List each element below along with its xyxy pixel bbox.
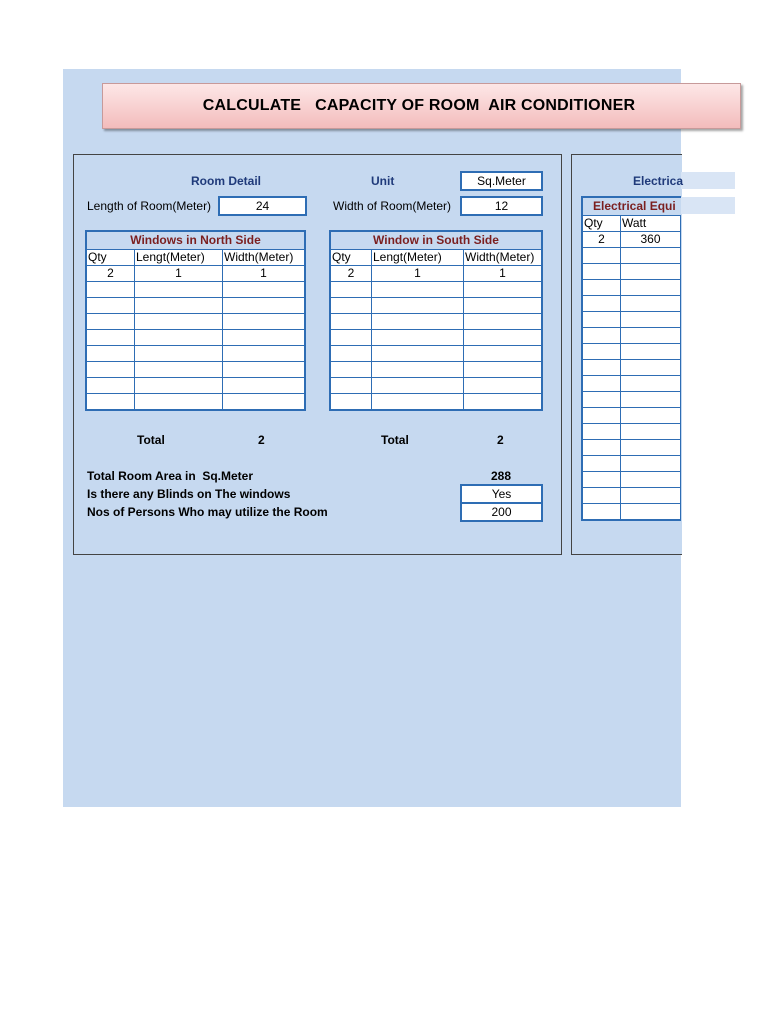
table-row xyxy=(582,392,681,408)
table-cell[interactable] xyxy=(464,282,543,298)
table-cell[interactable] xyxy=(330,346,372,362)
table-cell[interactable] xyxy=(621,312,681,328)
table-cell[interactable] xyxy=(372,394,464,411)
table-cell[interactable] xyxy=(223,298,306,314)
room-detail-heading: Room Detail xyxy=(191,174,262,188)
table-cell[interactable]: 2 xyxy=(582,232,621,248)
table-cell[interactable] xyxy=(223,314,306,330)
persons-field[interactable]: 200 xyxy=(460,502,543,522)
table-cell[interactable]: 2 xyxy=(86,266,135,282)
table-cell[interactable] xyxy=(86,330,135,346)
table-row xyxy=(582,312,681,328)
table-row xyxy=(86,394,305,411)
table-cell[interactable] xyxy=(621,424,681,440)
table-cell[interactable] xyxy=(330,314,372,330)
table-cell[interactable] xyxy=(372,314,464,330)
table-cell[interactable] xyxy=(135,298,223,314)
page-title: CALCULATE CAPACITY OF ROOM AIR CONDITIONER xyxy=(202,97,636,114)
table-cell[interactable] xyxy=(372,378,464,394)
table-cell[interactable] xyxy=(135,282,223,298)
table-cell[interactable] xyxy=(582,376,621,392)
electrical-heading: Electrica xyxy=(633,174,684,188)
table-cell[interactable] xyxy=(621,488,681,504)
table-cell[interactable] xyxy=(330,394,372,411)
table-cell[interactable] xyxy=(223,330,306,346)
table-cell xyxy=(681,216,682,232)
table-cell[interactable] xyxy=(464,330,543,346)
table-row xyxy=(86,282,305,298)
table-cell[interactable] xyxy=(681,504,682,521)
table-row xyxy=(330,314,542,330)
width-field[interactable]: 12 xyxy=(460,196,543,216)
persons-label: Nos of Persons Who may utilize the Room xyxy=(87,505,328,519)
table-cell[interactable] xyxy=(681,392,682,408)
table-row xyxy=(582,280,681,296)
table-cell[interactable] xyxy=(621,280,681,296)
column-header: Width(Meter) xyxy=(223,250,306,266)
table-cell[interactable] xyxy=(223,282,306,298)
table-cell[interactable] xyxy=(621,296,681,312)
table-cell[interactable] xyxy=(86,282,135,298)
table-cell[interactable] xyxy=(582,344,621,360)
table-cell[interactable] xyxy=(223,362,306,378)
table-cell[interactable] xyxy=(582,264,621,280)
table-cell[interactable] xyxy=(372,330,464,346)
column-header: Width(Meter) xyxy=(464,250,543,266)
table-cell[interactable] xyxy=(330,330,372,346)
table-cell[interactable] xyxy=(223,394,306,411)
table-cell[interactable]: 2 xyxy=(330,266,372,282)
table-cell[interactable] xyxy=(621,456,681,472)
table-cell[interactable]: 1 xyxy=(464,266,543,282)
column-header: Lengt(Meter) xyxy=(372,250,464,266)
table-cell[interactable] xyxy=(681,328,682,344)
table-cell[interactable] xyxy=(582,328,621,344)
title-banner xyxy=(102,83,741,129)
table-cell[interactable] xyxy=(330,378,372,394)
table-row xyxy=(582,360,681,376)
table-cell[interactable] xyxy=(681,280,682,296)
table-row xyxy=(330,298,542,314)
unit-label: Unit xyxy=(371,174,395,188)
table-cell[interactable] xyxy=(582,280,621,296)
table-row xyxy=(330,394,542,411)
table-row xyxy=(582,296,681,312)
length-label: Length of Room(Meter) xyxy=(87,199,212,213)
length-field[interactable]: 24 xyxy=(218,196,307,216)
blinds-field[interactable]: Yes xyxy=(460,484,543,504)
table-cell[interactable] xyxy=(621,392,681,408)
table-row xyxy=(330,282,542,298)
table-cell[interactable] xyxy=(86,298,135,314)
table-cell[interactable]: 1 xyxy=(372,266,464,282)
unit-field[interactable]: Sq.Meter xyxy=(460,171,543,191)
table-cell[interactable] xyxy=(681,424,682,440)
table-row xyxy=(582,248,681,264)
table-cell[interactable] xyxy=(681,264,682,280)
table-cell[interactable] xyxy=(223,378,306,394)
table-row xyxy=(86,346,305,362)
north-windows-table xyxy=(85,230,306,411)
table-cell[interactable] xyxy=(464,314,543,330)
table-row xyxy=(582,344,681,360)
table-row xyxy=(330,330,542,346)
south-total-label: Total xyxy=(381,433,409,447)
north-windows-title: Windows in North Side xyxy=(86,231,305,250)
table-row xyxy=(582,488,681,504)
table-row xyxy=(330,362,542,378)
table-cell[interactable] xyxy=(582,456,621,472)
table-cell[interactable] xyxy=(135,330,223,346)
table-cell[interactable] xyxy=(330,282,372,298)
column-header: Watt xyxy=(621,216,681,232)
table-cell[interactable] xyxy=(464,346,543,362)
table-cell[interactable] xyxy=(681,296,682,312)
table-cell[interactable] xyxy=(681,472,682,488)
room-area-label: Total Room Area in Sq.Meter xyxy=(87,469,254,483)
table-row xyxy=(330,378,542,394)
table-cell[interactable] xyxy=(681,376,682,392)
table-row xyxy=(86,378,305,394)
table-cell[interactable] xyxy=(582,504,621,521)
table-row xyxy=(582,376,681,392)
table-cell[interactable] xyxy=(582,296,621,312)
table-row xyxy=(86,266,305,282)
table-row xyxy=(582,232,681,248)
table-cell[interactable] xyxy=(464,362,543,378)
table-cell[interactable] xyxy=(582,472,621,488)
table-cell[interactable] xyxy=(621,376,681,392)
electrical-table-clip xyxy=(581,196,681,541)
table-cell[interactable] xyxy=(464,298,543,314)
table-cell[interactable] xyxy=(681,408,682,424)
table-cell[interactable] xyxy=(86,378,135,394)
header-stripe xyxy=(681,197,735,214)
table-cell[interactable] xyxy=(372,282,464,298)
table-cell[interactable] xyxy=(582,488,621,504)
table-cell[interactable] xyxy=(621,344,681,360)
column-header: Lengt(Meter) xyxy=(135,250,223,266)
table-cell[interactable] xyxy=(330,362,372,378)
table-cell[interactable] xyxy=(372,346,464,362)
table-cell[interactable] xyxy=(681,344,682,360)
column-header: Qty xyxy=(330,250,372,266)
electrical-table-title: Electrical Equi xyxy=(582,197,681,216)
table-cell[interactable] xyxy=(681,232,682,248)
table-row xyxy=(582,264,681,280)
table-cell[interactable]: 1 xyxy=(135,266,223,282)
electrical-table xyxy=(581,196,681,521)
table-cell[interactable] xyxy=(582,424,621,440)
table-cell[interactable] xyxy=(135,362,223,378)
table-cell[interactable] xyxy=(582,248,621,264)
table-cell[interactable] xyxy=(621,408,681,424)
table-row xyxy=(582,408,681,424)
table-cell[interactable]: 360 xyxy=(621,232,681,248)
table-row xyxy=(86,314,305,330)
table-cell[interactable] xyxy=(135,314,223,330)
table-row xyxy=(86,362,305,378)
table-row xyxy=(582,328,681,344)
table-cell[interactable] xyxy=(621,328,681,344)
table-cell[interactable] xyxy=(681,248,682,264)
table-row xyxy=(582,504,681,521)
width-label: Width of Room(Meter) xyxy=(333,199,452,213)
table-cell[interactable] xyxy=(621,504,681,521)
table-cell[interactable] xyxy=(621,472,681,488)
north-total-value: 2 xyxy=(258,433,265,447)
table-cell[interactable] xyxy=(621,440,681,456)
table-row xyxy=(330,346,542,362)
room-area-value: 288 xyxy=(491,469,512,483)
table-row xyxy=(86,298,305,314)
table-cell[interactable] xyxy=(135,378,223,394)
table-cell[interactable] xyxy=(582,360,621,376)
table-cell[interactable] xyxy=(330,298,372,314)
table-cell[interactable] xyxy=(681,488,682,504)
table-cell[interactable] xyxy=(681,360,682,376)
table-cell[interactable] xyxy=(464,378,543,394)
table-cell[interactable] xyxy=(372,298,464,314)
table-row xyxy=(582,440,681,456)
table-cell[interactable] xyxy=(223,346,306,362)
table-cell[interactable] xyxy=(86,362,135,378)
south-windows-title: Window in South Side xyxy=(330,231,542,250)
column-header: Qty xyxy=(582,216,621,232)
north-total-label: Total xyxy=(137,433,165,447)
table-cell[interactable]: 1 xyxy=(223,266,306,282)
table-cell[interactable] xyxy=(135,394,223,411)
south-total-value: 2 xyxy=(497,433,504,447)
table-cell[interactable] xyxy=(86,394,135,411)
table-cell[interactable] xyxy=(681,440,682,456)
table-cell[interactable] xyxy=(621,248,681,264)
table-cell[interactable] xyxy=(621,360,681,376)
column-header: Qty xyxy=(86,250,135,266)
table-cell[interactable] xyxy=(464,394,543,411)
table-cell[interactable] xyxy=(582,312,621,328)
table-row xyxy=(86,330,305,346)
table-cell[interactable] xyxy=(582,440,621,456)
table-cell[interactable] xyxy=(582,408,621,424)
table-cell[interactable] xyxy=(621,264,681,280)
table-row xyxy=(582,424,681,440)
table-cell[interactable] xyxy=(372,362,464,378)
table-row xyxy=(330,266,542,282)
table-cell[interactable] xyxy=(86,314,135,330)
table-cell[interactable] xyxy=(135,346,223,362)
blinds-label: Is there any Blinds on The windows xyxy=(87,487,291,501)
table-row xyxy=(582,456,681,472)
table-cell[interactable] xyxy=(582,392,621,408)
header-stripe xyxy=(681,172,735,189)
table-cell[interactable] xyxy=(681,312,682,328)
table-row xyxy=(582,472,681,488)
table-cell[interactable] xyxy=(86,346,135,362)
table-cell[interactable] xyxy=(681,456,682,472)
south-windows-table xyxy=(329,230,543,411)
